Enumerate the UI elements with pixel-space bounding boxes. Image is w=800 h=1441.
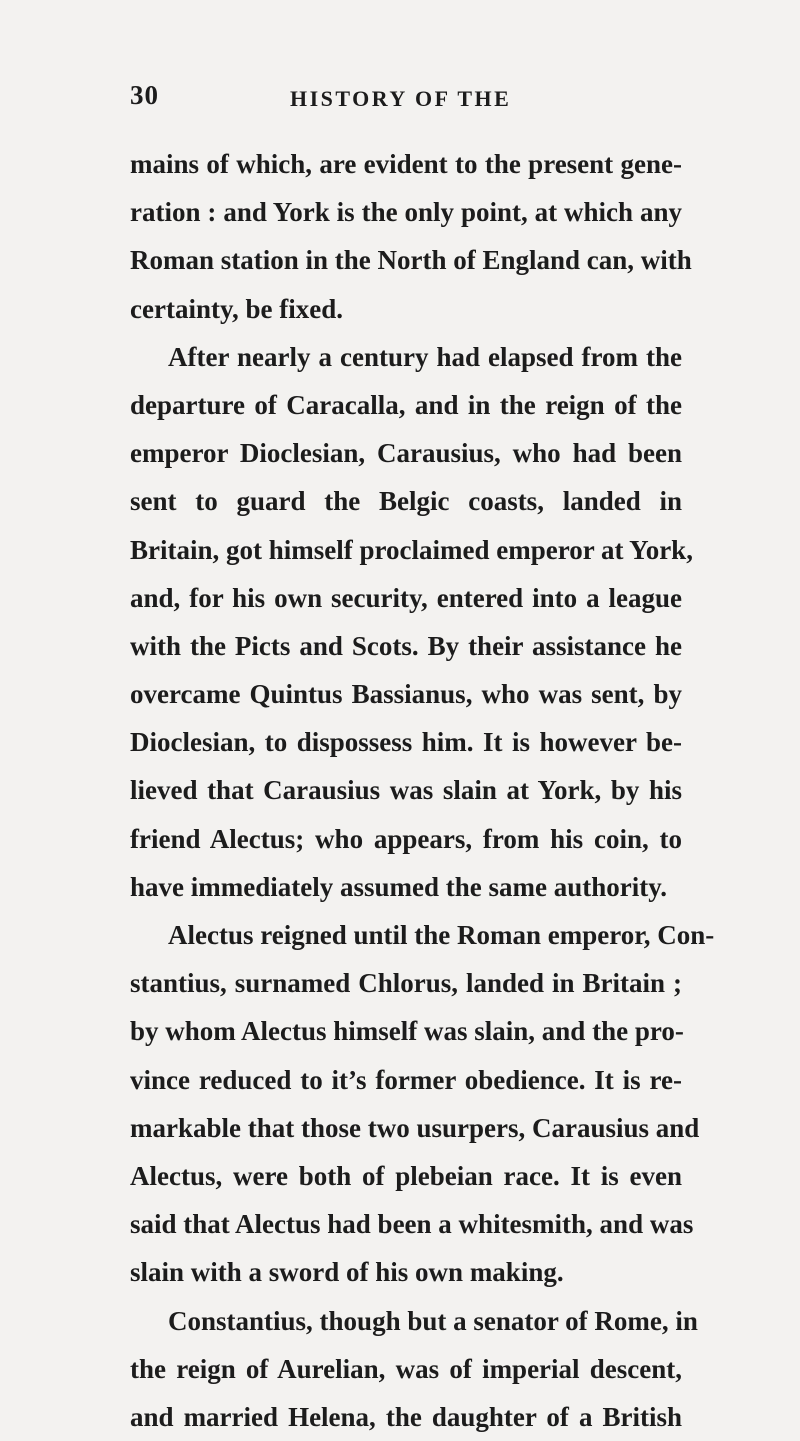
text-line: sent to guard the Belgic coasts, landed in [130, 486, 682, 517]
text-line: Roman station in the North of England can, with [130, 245, 692, 276]
running-title: HISTORY OF THE [290, 86, 512, 111]
text-line: stantius, surnamed Chlorus, landed in Britain ; [130, 968, 682, 999]
text-line: Alectus, were both of plebeian race. It is even [130, 1160, 682, 1191]
text-line: friend Alectus; who appears, from his coin, to [130, 823, 682, 854]
text-line: with the Picts and Scots. By their assistance he [130, 630, 682, 661]
text-line: the reign of Aurelian, was of imperial descent, [130, 1353, 682, 1384]
text-line: overcame Quintus Bassianus, who was sent, by [130, 679, 682, 710]
text-line: Constantius, though but a senator of Rome, in [168, 1305, 698, 1336]
text-line: Alectus reigned until the Roman emperor, Con- [168, 920, 715, 950]
text-line: have immediately assumed the same authority. [130, 871, 667, 902]
text-line: markable that those two usurpers, Carausius and [130, 1112, 700, 1143]
text-line: and, for his own security, entered into a league [130, 582, 682, 613]
text-line: slain with a sword of his own making. [130, 1257, 564, 1288]
text-line: by whom Alectus himself was slain, and the pro- [130, 1016, 684, 1047]
text-line: Britain, got himself proclaimed emperor at York, [130, 534, 693, 565]
text-line: emperor Dioclesian, Carausius, who had been [130, 438, 682, 469]
text-line: After nearly a century had elapsed from the [168, 341, 682, 372]
text-line: vince reduced to it’s former obedience. It is re- [130, 1064, 682, 1095]
text-line: Dioclesian, to dispossess him. It is however be- [130, 727, 682, 758]
page-number: 30 [130, 80, 159, 110]
text-line: certainty, be fixed. [130, 293, 343, 324]
text-line: lieved that Carausius was slain at York, by his [130, 775, 682, 806]
text-line: said that Alectus had been a whitesmith, and was [130, 1209, 694, 1240]
text-line: departure of Caracalla, and in the reign of the [130, 389, 682, 420]
text-line: mains of which, are evident to the present gene- [130, 149, 682, 179]
text-line: and married Helena, the daughter of a British [130, 1401, 682, 1432]
body-text [130, 140, 715, 1441]
text-line: ration : and York is the only point, at which any [130, 197, 682, 228]
